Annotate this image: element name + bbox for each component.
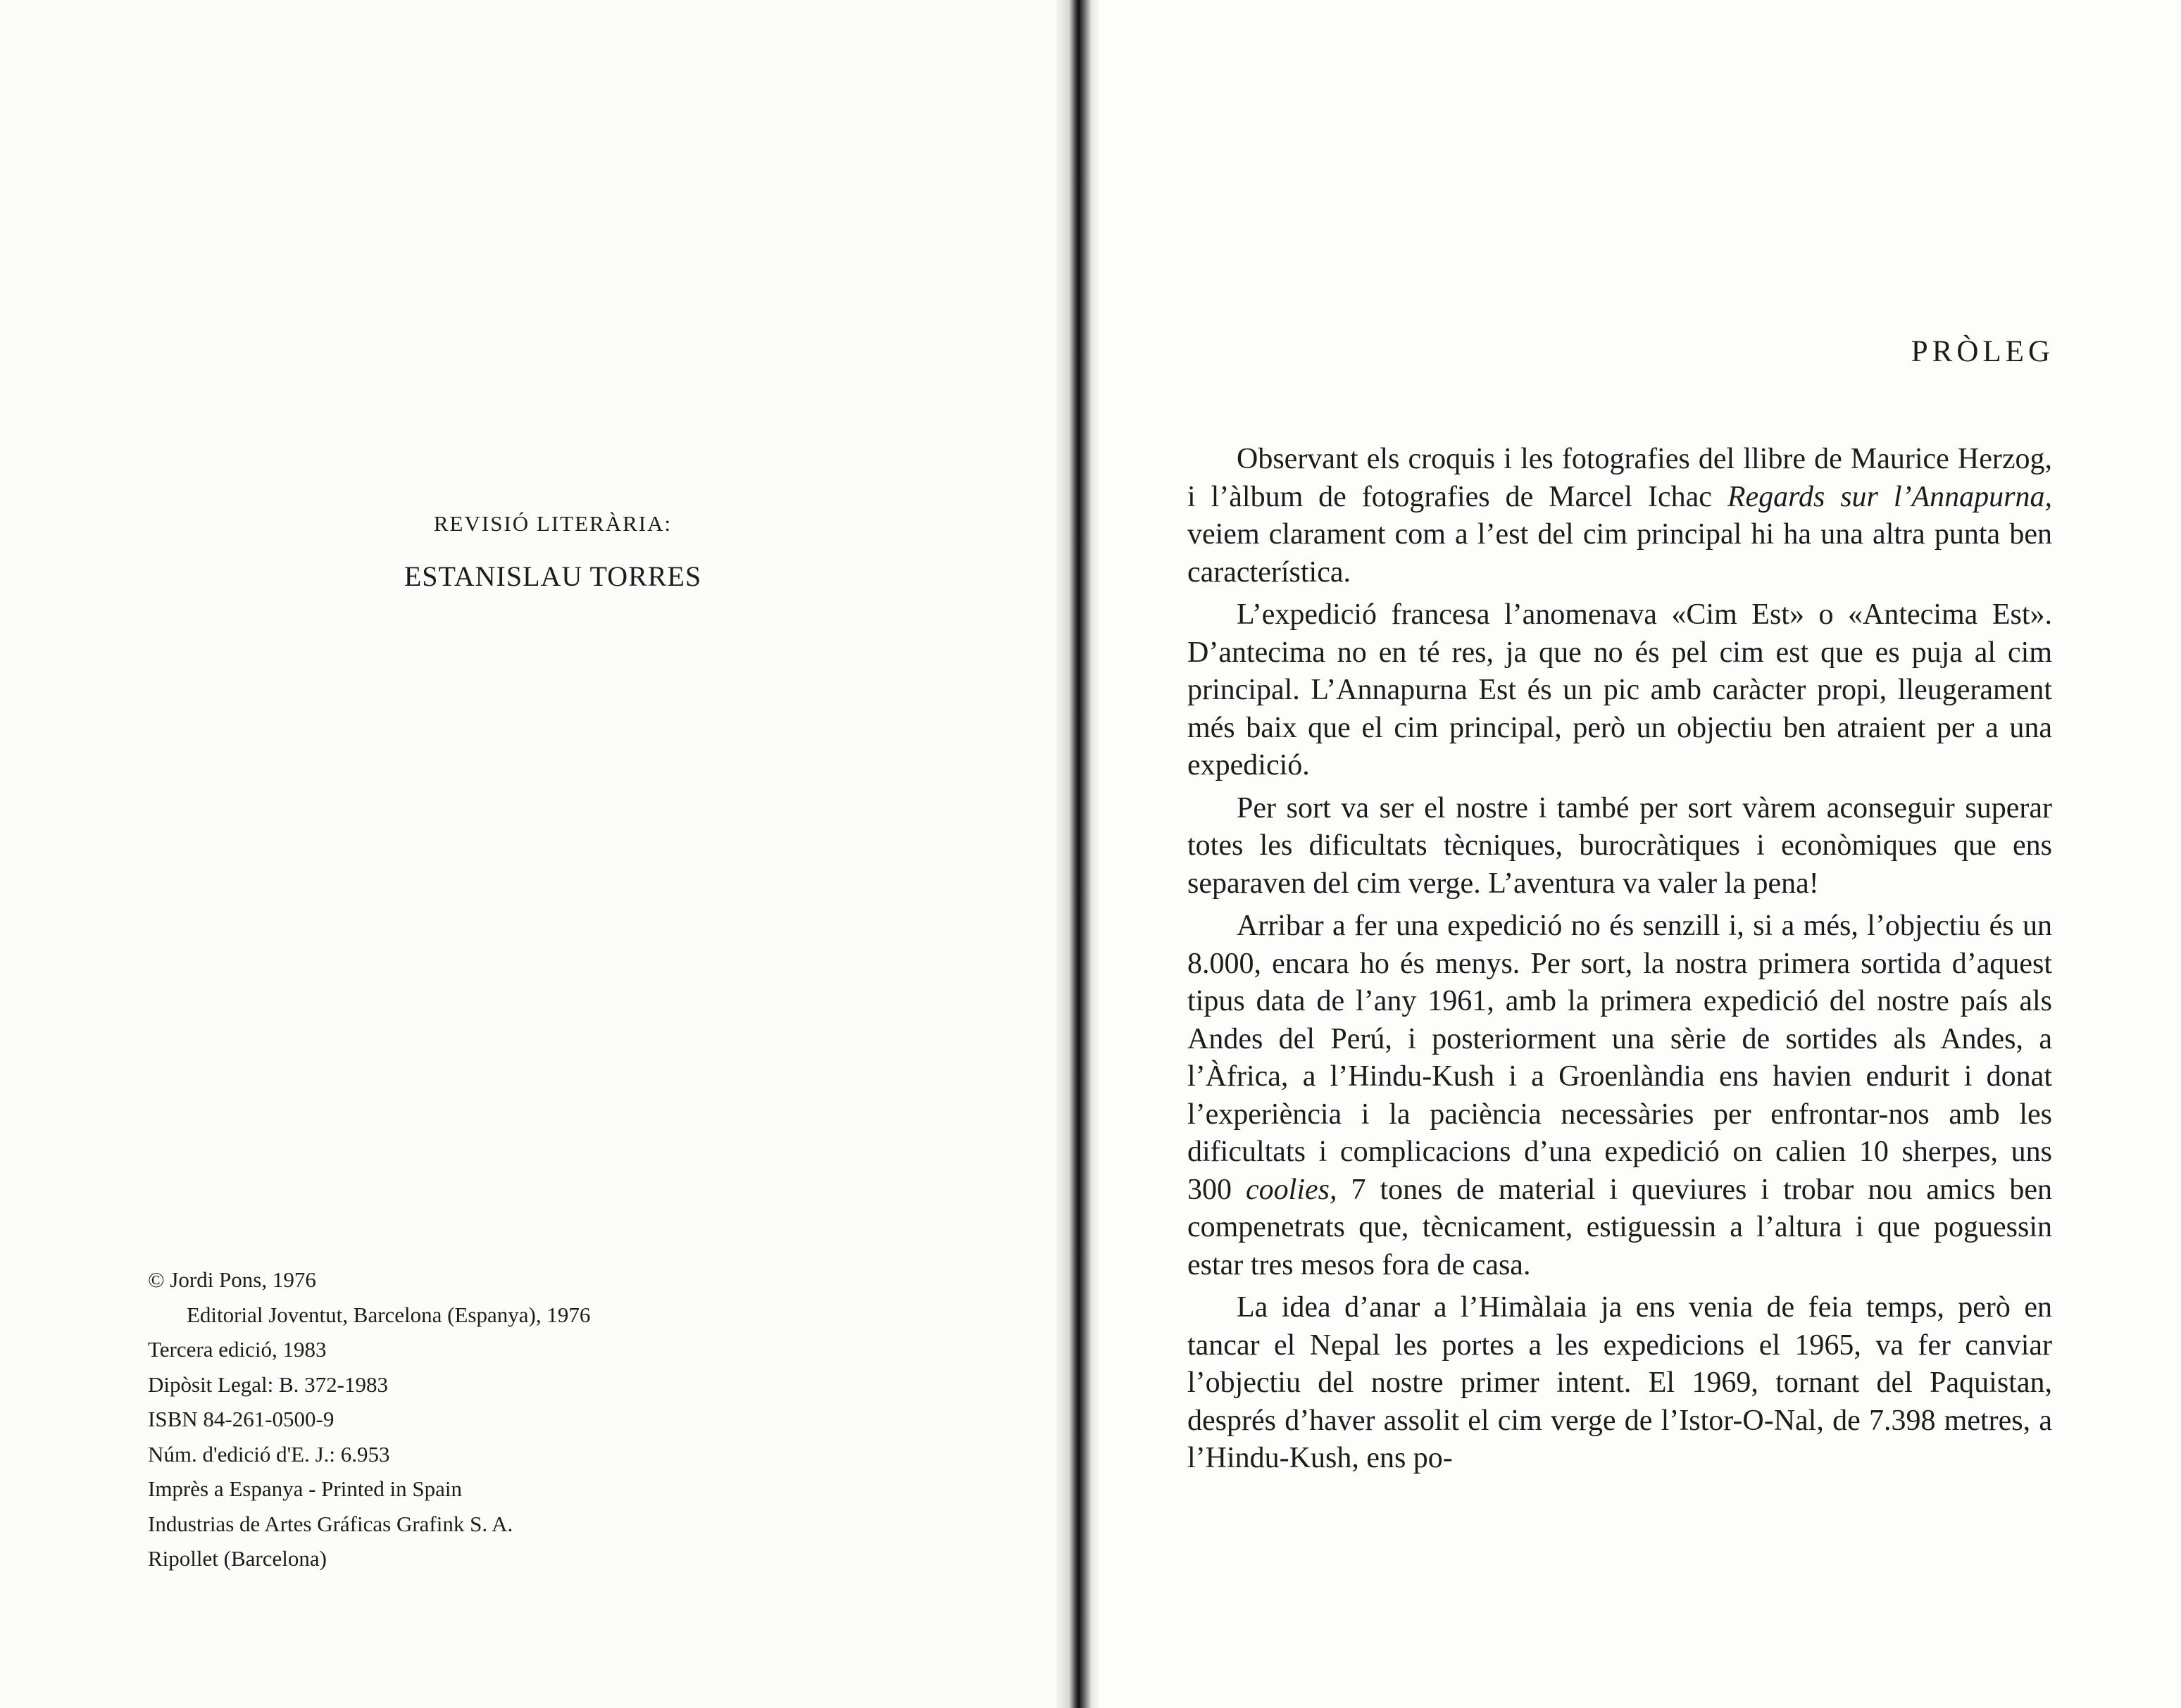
literary-revision-label: REVISIÓ LITERÀRIA: <box>433 511 673 536</box>
prolog-title: PRÒLEG <box>1911 335 2054 368</box>
imprint-line: Tercera edició, 1983 <box>148 1337 327 1362</box>
left-page <box>0 0 1056 1708</box>
imprint-line: Dipòsit Legal: B. 372-1983 <box>148 1371 388 1397</box>
paragraph: La idea d’anar a l’Himàlaia ja ens venia de feia temps, però en tancar el Nepal les portes a les expedicions el 1965, va fer canviar l’objectiu del nostre primer intent. El 1969, tornant del Paquistan, després d’haver assolit el cim verge de l’Istor-O-Nal, de 7.398 metres, a l’Hindu-Kush, ens po- <box>1187 1291 2052 1474</box>
prolog-body <box>1187 441 2052 1483</box>
imprint-line: Núm. d'edició d'E. J.: 6.953 <box>148 1441 390 1467</box>
paragraph: Per sort va ser el nostre i també per sort vàrem aconseguir superar totes les dificultats tècniques, burocràtiques i econòmiques que ens separaven del cim verge. L’aventura va valer la pena! <box>1187 791 2052 900</box>
imprint-block <box>148 1262 852 1576</box>
imprint-line: Imprès a Espanya - Printed in Spain <box>148 1476 462 1501</box>
literary-revision-name: ESTANISLAU TORRES <box>404 560 702 592</box>
imprint-line: ISBN 84-261-0500-9 <box>148 1407 335 1431</box>
book-gutter <box>1056 0 1099 1708</box>
paragraph: L’expedició francesa l’anomenava «Cim Est» o «Antecima Est». D’antecima no en té res, ja que no és pel cim est que es puja al cim principal. L’Annapurna Est és un pic amb caràcter propi, lleugerament més baix que el cim principal, però un objectiu ben atraient per a una expedició. <box>1187 598 2052 781</box>
paragraph: Arribar a fer una expedició no és senzill i, si a més, l’objectiu és un 8.000, encara ho és menys. Per sort, la nostra primera sortida d’aquest tipus data de l’any 1961, amb la primera expedició del nostre país als Andes del Perú, i posteriorment una sèrie de sortides als Andes, a l’Àfrica, a l’Hindu-Kush i a Groenlàndia ens havien endurit i donat l’experiència i la paciència necessàries per enfrontar-nos amb les dificultats i complicacions d’una expedició on calien 10 sherpes, uns 300 coolies, 7 tones de material i queviures i trobar nou amics ben compenetrats que, tècnicament, estiguessin a l’altura i que poguessin estar tres mesos fora de casa. <box>1187 910 2052 1281</box>
imprint-line: Editorial Joventut, Barcelona (Espanya), 1976 <box>187 1302 591 1327</box>
imprint-line: Industrias de Artes Gráficas Grafink S. A. <box>148 1511 513 1536</box>
imprint-line: Ripollet (Barcelona) <box>148 1546 327 1571</box>
paragraph: Observant els croquis i les fotografies del llibre de Maurice Herzog, i l’àlbum de fotografies de Marcel Ichac Regards sur l’Annapurna, veiem clarament com a l’est del cim principal hi ha una altra punta ben característica. <box>1187 443 2052 589</box>
imprint-line: © Jordi Pons, 1976 <box>148 1267 316 1292</box>
